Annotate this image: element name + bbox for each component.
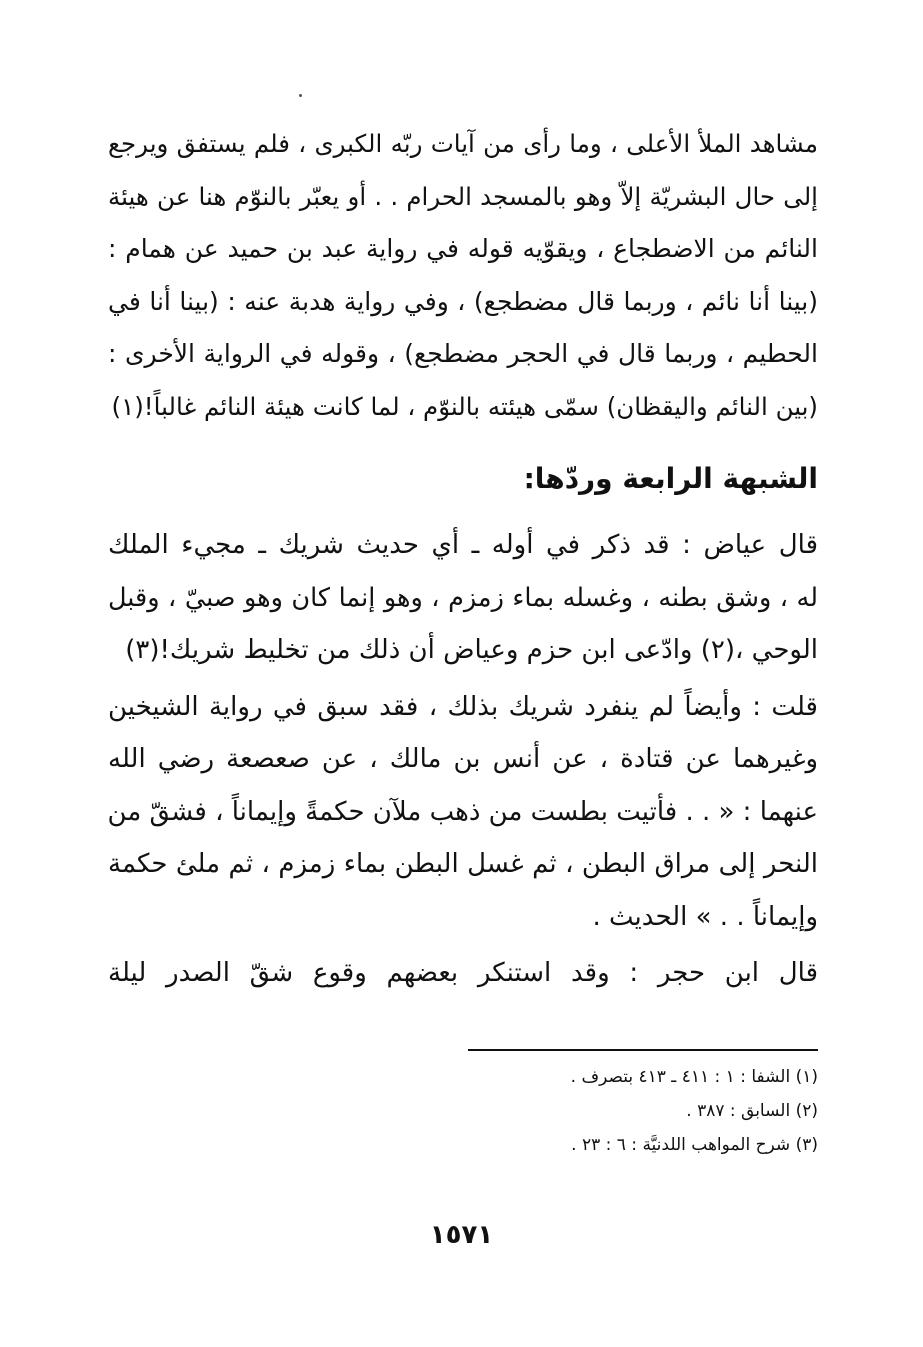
text-line: الوحي ،(٢) وادّعى ابن حزم وعياض أن ذلك من تخليط شريك!(٣) [125,635,818,665]
footnote-2: (٢) السابق : ٣٨٧ . [686,1101,818,1121]
paragraph-1 [108,118,818,433]
text-line: الحطيم ، وربما قال في الحجر مضطجع) ، وقوله في الرواية الأخرى : [108,339,818,368]
section-heading: الشبهة الرابعة وردّها: [523,462,818,495]
text-line: (بينا أنا نائم ، وربما قال مضطجع) ، وفي رواية هدبة عنه : (بينا أنا في [108,286,818,316]
text-line: قال عياض : قد ذكر في أوله ـ أي حديث شريك ـ مجيء الملك [108,530,818,560]
text-line: مشاهد الملأ الأعلى ، وما رأى من آيات ربّه الكبرى ، فلم يستفق ويرجع [108,129,818,158]
text-line: إلى حال البشريّة إلاّ وهو بالمسجد الحرام . . أو يعبّر بالنوّم هنا عن هيئة [108,181,818,211]
text-line: عنهما : « . . فأتيت بطست من ذهب ملآن حكمةً وإيماناً ، فشقّ من [107,796,818,827]
text-line: النحر إلى مراق البطن ، ثم غسل البطن بماء زمزم ، ثم ملئ حكمة [108,849,818,879]
paragraph-2 [108,519,818,677]
text-line: وإيماناً . . » الحديث . [592,901,818,932]
page-number: ١٥٧١ [429,1220,494,1250]
paragraph-3 [108,681,818,944]
text-line: قال ابن حجر : وقد استنكر بعضهم وقوع شقّ الصدر ليلة [108,958,818,988]
text-line: (بين النائم واليقظان) سمّى هيئته بالنوّم ، لما كانت هيئة النائم غالباً!(١) [111,391,818,421]
page-body [108,118,818,1000]
page-speck [299,94,302,97]
footnote-3: (٣) شرح المواهب اللدنيَّة : ٦ : ٢٣ . [571,1135,818,1155]
paragraph-4 [108,947,818,1000]
text-line: له ، وشق بطنه ، وغسله بماء زمزم ، وهو إنما كان وهو صبيّ ، وقبل [108,582,818,613]
text-line: النائم من الاضطجاع ، ويقوّيه قوله في رواية عبد بن حميد عن همام : [108,234,818,263]
footnote-1: (١) الشفا : ١ : ٤١١ ـ ٤١٣ بتصرف . [570,1067,818,1087]
text-line: وغيرهما عن قتادة ، عن أنس بن مالك ، عن صعصعة رضي الله [108,744,818,774]
footnote-divider [468,1049,818,1051]
footnotes [418,1060,818,1162]
text-line: قلت : وأيضاً لم ينفرد شريك بذلك ، فقد سبق في رواية الشيخين [108,691,818,722]
